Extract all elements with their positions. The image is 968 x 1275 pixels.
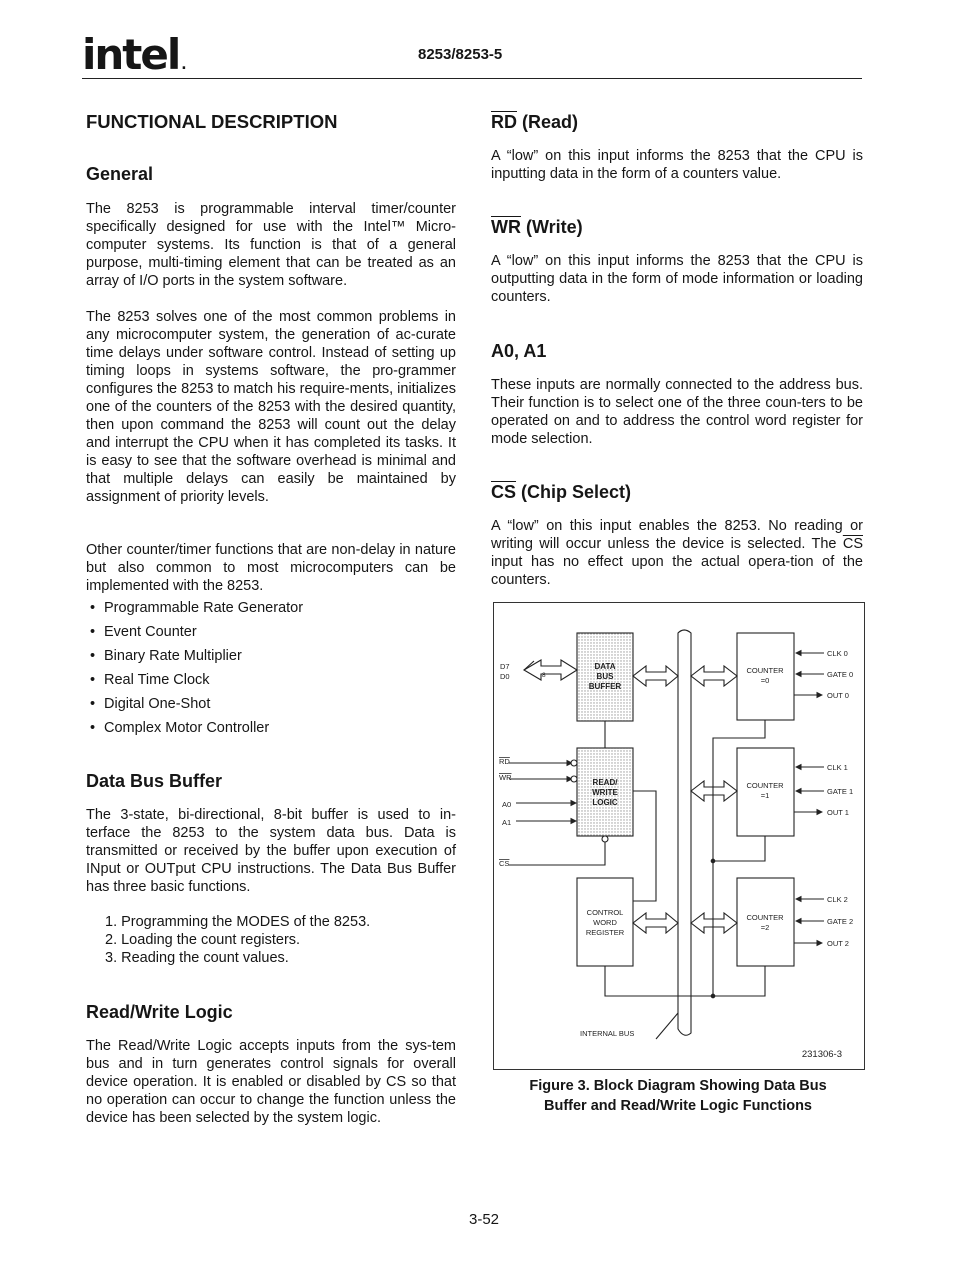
data-bus-buffer-label-3: BUFFER	[588, 682, 622, 691]
out0-label: OUT 0	[827, 691, 849, 700]
counter2-bus-arrow	[691, 913, 737, 933]
rw-logic-label-3: LOGIC	[592, 798, 618, 807]
list-item: • Complex Motor Controller	[90, 720, 270, 736]
buffer-functions-list	[105, 913, 455, 967]
general-paragraph-3-wrap	[86, 541, 456, 595]
rd-section	[491, 113, 863, 131]
bus-width-label: 8	[542, 672, 546, 679]
cs-pin-label: CS	[499, 859, 510, 868]
counter-2-label-2: =2	[760, 923, 770, 932]
gate0-label: GATE 0	[827, 670, 854, 679]
list-item: • Event Counter	[90, 624, 197, 640]
list-item: • Digital One-Shot	[90, 696, 211, 712]
data-bus-buffer-section	[86, 772, 456, 790]
gate1-label: GATE 1	[827, 787, 854, 796]
internal-bus-pointer	[656, 1013, 678, 1039]
out1-label: OUT 1	[827, 808, 849, 817]
clk0-label: CLK 0	[827, 649, 848, 658]
wr-paragraph: A “low” on this input informs the 8253 that the CPU is outputting data in the form of mode information or loading counters.	[491, 253, 863, 305]
features-list-wrap	[86, 596, 456, 740]
buffer-functions-wrap	[105, 913, 455, 967]
read-write-logic-paragraph-wrap	[86, 1037, 456, 1127]
list-item: • Binary Rate Multiplier	[90, 648, 242, 664]
rw-logic-label-1: READ/	[592, 778, 618, 787]
counter-1-label-1: COUNTER	[746, 781, 784, 790]
list-item: 3. Reading the count values.	[105, 950, 289, 966]
control-word-label-1: CONTROL	[586, 908, 624, 917]
intel-logo: intel .	[82, 30, 185, 79]
wr-pin-label: WR	[499, 773, 512, 782]
control-word-label-2: WORD	[593, 918, 617, 927]
a1-pin-label: A1	[502, 818, 512, 827]
d0-label: D0	[500, 672, 510, 681]
buffer-bus-arrow	[633, 666, 678, 686]
clk2-label: CLK 2	[827, 895, 848, 904]
counter-0-label-2: =0	[760, 676, 770, 685]
internal-bus-label: INTERNAL BUS	[580, 1029, 635, 1038]
wr-paragraph-wrap	[491, 252, 863, 306]
rd-paragraph-wrap	[491, 147, 863, 183]
counter-0-label-1: COUNTER	[746, 666, 784, 675]
cs-paragraph-wrap	[491, 517, 863, 589]
control-word-label-3: REGISTER	[585, 928, 625, 937]
block-diagram-figure	[493, 602, 865, 1070]
cs-heading: CS (Chip Select)	[491, 482, 632, 502]
figure-ref-number: 231306-3	[801, 1049, 842, 1060]
a0a1-paragraph: These inputs are normally connected to the address bus. Their function is to select one of the three coun-ters to be operated on and to address the control word register for mode selection.	[491, 377, 863, 447]
left-column	[86, 113, 456, 131]
figure-caption-line-1: Figure 3. Block Diagram Showing Data Bus	[529, 1078, 827, 1094]
out2-label: OUT 2	[827, 939, 849, 948]
control-word-bus-arrow	[633, 913, 678, 933]
rd-pin-label: RD	[499, 757, 510, 766]
data-bus-buffer-heading: Data Bus Buffer	[86, 771, 223, 791]
general-paragraph-1: The 8253 is programmable interval timer/counter specifically designed for use with the Intel™ Micro-computer systems. Its function is that of a general purpose, multi-timing element that can be treated as an array of I/O ports in the system software.	[86, 201, 456, 289]
rd-paragraph: A “low” on this input informs the 8253 that the CPU is inputting data in the form of a counters value.	[491, 148, 863, 182]
features-list	[86, 596, 456, 740]
counter0-bus-arrow	[691, 666, 737, 686]
counter-2-label-1: COUNTER	[746, 913, 784, 922]
general-paragraph-1-wrap	[86, 200, 456, 290]
general-paragraph-2-wrap	[86, 308, 456, 506]
list-item: 2. Loading the count registers.	[105, 932, 301, 948]
read-write-logic-paragraph: The Read/Write Logic accepts inputs from the sys-tem bus and in turn generates control signals for overall device operation. It is enabled or disabled by CS so that no operation can occur to change the function unless the device has been selected by the system logic.	[86, 1038, 456, 1126]
list-item: • Real Time Clock	[90, 672, 210, 688]
list-item: • Programmable Rate Generator	[90, 600, 304, 616]
a0a1-heading: A0, A1	[491, 341, 547, 361]
figure-caption	[493, 1076, 863, 1116]
wr-heading: WR (Write)	[491, 217, 583, 237]
gate2-label: GATE 2	[827, 917, 854, 926]
rd-heading: RD (Read)	[491, 112, 579, 132]
a0a1-paragraph-wrap	[491, 376, 863, 448]
page-number: 3-52	[468, 1211, 500, 1228]
cs-section	[491, 483, 863, 501]
block-diagram	[494, 603, 864, 1069]
data-bus-buffer-paragraph: The 3-state, bi-directional, 8-bit buffer is used to in-terface the 8253 to the system data bus. Data is transmitted or received by the buffer upon execution of INput or OUTput CPU instructions. The Data Bus Buffer has three basic functions.	[86, 807, 456, 895]
rw-logic-label-2: WRITE	[592, 788, 618, 797]
internal-bus-bar	[678, 630, 691, 1035]
data-bus-buffer-label-1: DATA	[594, 662, 616, 671]
data-bus-buffer-label-2: BUS	[596, 672, 614, 681]
header-rule	[82, 78, 862, 79]
counter-1-label-2: =1	[760, 791, 770, 800]
general-heading: General	[86, 164, 154, 184]
d7-label: D7	[500, 662, 510, 671]
read-write-logic-heading: Read/Write Logic	[86, 1002, 233, 1022]
read-write-logic-section	[86, 1003, 456, 1021]
list-item: 1. Programming the MODES of the 8253.	[105, 914, 371, 930]
general-paragraph-2: The 8253 solves one of the most common problems in any microcomputer system, the generation of ac-curate time delays under software control. Instead of setting up timing loops in systems software, the pro-grammer configures the 8253 to match his require-ments, initializes one of the counters of the 8253 with the desired quantity, then upon command the 8253 will count out the delay and interrupt the CPU when it has completed its tasks. It is easy to see that the software overhead is minimal and that multiple delays can easily be maintained by assignment of priority levels.	[86, 309, 456, 505]
document-title: 8253/8253-5	[418, 46, 503, 63]
a0-pin-label: A0	[502, 800, 512, 809]
wr-section	[491, 218, 863, 236]
general-section	[86, 165, 456, 183]
section-title: FUNCTIONAL DESCRIPTION	[86, 111, 338, 132]
cs-paragraph: A “low” on this input enables the 8253. No reading or writing will occur unless the device is selected. The $\overline{CS}$ input has no effect upon the actual opera-tion of the counters.	[491, 518, 863, 588]
figure-caption-line-2: Buffer and Read/Write Logic Functions	[544, 1098, 812, 1114]
clk1-label: CLK 1	[827, 763, 848, 772]
counter1-bus-arrow	[691, 781, 737, 801]
counter-2-block	[737, 878, 794, 966]
general-paragraph-3: Other counter/timer functions that are non-delay in nature but also common to most microcomputers can be implemented with the 8253.	[86, 542, 456, 594]
a0a1-section	[491, 342, 863, 360]
data-bus-buffer-paragraph-wrap	[86, 806, 456, 896]
